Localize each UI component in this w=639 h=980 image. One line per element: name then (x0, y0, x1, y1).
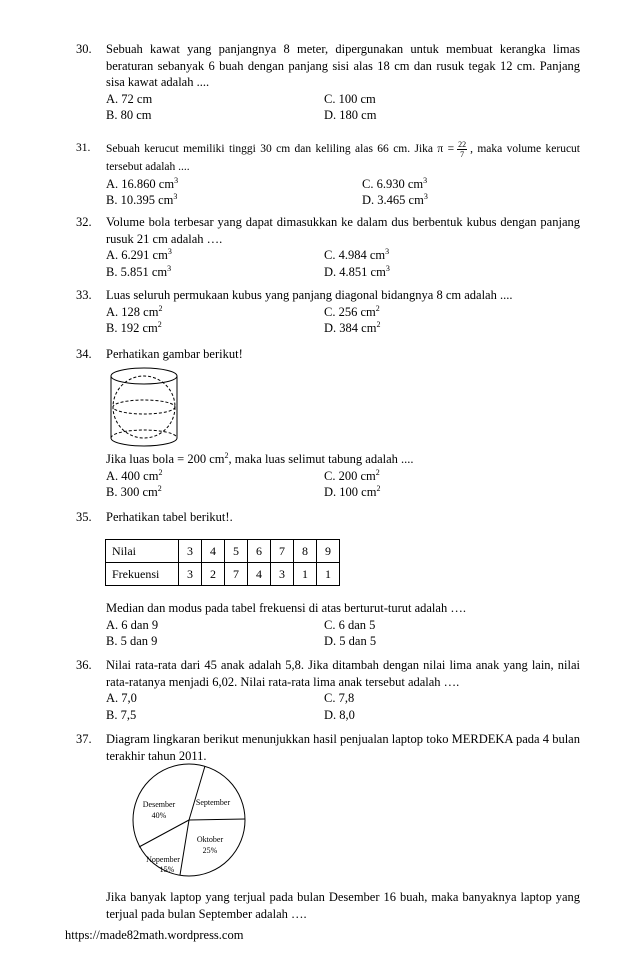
option-c[interactable]: C. 4.984 $cm^3$ (324, 247, 390, 262)
option-b[interactable]: B. 5 dan 9 (106, 634, 158, 648)
table-cell: 2 (202, 563, 225, 586)
table-cell: 6 (248, 540, 271, 563)
question-number: 32. (76, 215, 92, 229)
answer-options (76, 176, 580, 209)
question-35 (76, 509, 580, 526)
option-b[interactable]: B. 80 cm (106, 108, 152, 122)
table-cell: 1 (294, 563, 317, 586)
answer-options (76, 617, 580, 650)
question-number: 30. (76, 42, 92, 56)
question-text: Diagram lingkaran berikut menunjukkan hasil penjualan laptop toko MERDEKA pada 4 bulan terakhir tahun 2011. (106, 732, 580, 763)
question-text: Luas seluruh permukaan kubus yang panjang diagonal bidangnya 8 cm adalah .... (106, 288, 513, 302)
option-d[interactable]: D. 5 dan 5 (324, 634, 377, 648)
table-cell: 7 (271, 540, 294, 563)
answer-options (76, 304, 580, 337)
option-b[interactable]: B. 10.395 $cm^3$ (106, 192, 178, 207)
table-cell: 7 (225, 563, 248, 586)
pie-label-desember-pct: 40% (151, 811, 167, 820)
question-number: 34. (76, 347, 92, 361)
table-cell: 9 (317, 540, 340, 563)
question-31 (76, 140, 580, 209)
table-cell: 1 (317, 563, 340, 586)
question-34-stem (76, 451, 580, 501)
option-a[interactable]: A. 6.291 $cm^3$ (106, 247, 172, 262)
question-intro: Perhatikan gambar berikut! (106, 347, 243, 361)
answer-options (76, 690, 580, 723)
option-c[interactable]: C. 256 $cm^2$ (324, 303, 380, 319)
answer-options (76, 468, 580, 501)
table-cell: 8 (294, 540, 317, 563)
option-b[interactable]: B. 300 $cm^2$ (106, 484, 162, 499)
question-34 (76, 346, 580, 363)
option-a[interactable]: A. 72 cm (106, 91, 153, 106)
table-row-frekuensi (106, 563, 340, 586)
pie-label-september: September (195, 798, 231, 807)
question-text: Volume bola terbesar yang dapat dimasukkan ke dalam dus berbentuk kubus dengan panjang rusuk 21 cm adalah …. (106, 215, 580, 246)
option-c[interactable]: C. 200 $cm^2$ (324, 467, 380, 483)
question-number: 35. (76, 510, 92, 524)
option-c[interactable]: C. 7,8 (324, 691, 355, 705)
answer-options (76, 91, 580, 124)
footer-url[interactable]: https://made82math.wordpress.com (65, 928, 244, 942)
question-text: Median dan modus pada tabel frekuensi di atas berturut-turut adalah …. (106, 601, 466, 615)
pie-label-oktober: Oktober (196, 835, 224, 844)
question-text: Nilai rata-rata dari 45 anak adalah 5,8. Jika ditambah dengan nilai lima anak yang lain, nilai rata-ratanya menjadi 6,02. Nilai rata-rata lima anak tersebut adalah …. (106, 658, 580, 689)
question-intro: Perhatikan tabel berikut!. (106, 510, 233, 524)
question-30 (76, 41, 580, 124)
option-d[interactable]: D. 4.851 $cm^3$ (324, 263, 390, 279)
table-cell: 4 (248, 563, 271, 586)
question-32 (76, 214, 580, 280)
pie-label-oktober-pct: 25% (202, 846, 218, 855)
sphere-in-cylinder-figure (104, 364, 186, 452)
frequency-table (105, 539, 340, 586)
option-c[interactable]: C. 6.930 $cm^3$ (362, 175, 428, 191)
question-text: Jika luas bola = 200 $cm^2$, maka luas selimut tabung adalah .... (106, 451, 414, 466)
pie-label-nopember-pct: 15% (159, 865, 175, 874)
option-b[interactable]: B. 192 $cm^2$ (106, 320, 162, 335)
pie-label-desember: Desember (142, 800, 176, 809)
option-d[interactable]: D. 3.465 $cm^3$ (362, 192, 428, 207)
option-a[interactable]: A. 7,0 (106, 691, 137, 705)
option-a[interactable]: A. 6 dan 9 (106, 617, 159, 632)
table-row-nilai (106, 540, 340, 563)
option-d[interactable]: D. 100 $cm^2$ (324, 484, 381, 499)
pie-label-nopember: Nopember (146, 855, 180, 864)
question-text: Sebuah kerucut memiliki tinggi 30 cm dan keliling alas 66 cm. Jika π = $\frac{22}{7}$ , maka volume kerucut tersebut adalah .... (106, 140, 580, 173)
pie-chart (130, 761, 248, 879)
option-a[interactable]: A. 128 $cm^2$ (106, 303, 163, 319)
option-d[interactable]: D. 180 cm (324, 108, 377, 122)
question-text: Sebuah kawat yang panjangnya 8 meter, dipergunakan untuk membuat kerangka limas beraturan sebanyak 6 buah dengan panjang sisi alas 18 cm dan rusuk tegak 12 cm. Panjang sisa kawat adalah .... (106, 42, 580, 89)
question-number: 37. (76, 732, 92, 746)
option-a[interactable]: A. 16.860 $cm^3$ (106, 175, 179, 191)
question-35-stem (76, 600, 580, 650)
option-c[interactable]: C. 6 dan 5 (324, 617, 376, 632)
option-a[interactable]: A. 400 $cm^2$ (106, 467, 163, 483)
pi-fraction: $\frac{22}{7}$ (458, 140, 467, 159)
question-33 (76, 287, 580, 337)
table-cell: 3 (179, 563, 202, 586)
option-c[interactable]: C. 100 cm (324, 91, 376, 106)
option-b[interactable]: B. 7,5 (106, 707, 137, 722)
table-cell: 3 (179, 540, 202, 563)
row-label: Nilai (106, 540, 179, 563)
row-label: Frekuensi (106, 563, 179, 586)
option-d[interactable]: D. 8,0 (324, 707, 355, 722)
option-d[interactable]: D. 384 $cm^2$ (324, 320, 381, 335)
question-number: 31. (76, 142, 91, 154)
question-number: 36. (76, 658, 92, 672)
table-cell: 3 (271, 563, 294, 586)
question-text: Jika banyak laptop yang terjual pada bulan Desember 16 buah, maka banyaknya laptop yang terjual pada bulan September adalah …. (106, 890, 580, 921)
table-cell: 5 (225, 540, 248, 563)
question-37-stem (76, 889, 580, 922)
table-cell: 4 (202, 540, 225, 563)
question-37 (76, 731, 580, 764)
answer-options (76, 247, 580, 280)
question-number: 33. (76, 288, 92, 302)
option-b[interactable]: B. 5.851 $cm^3$ (106, 263, 172, 279)
question-36 (76, 657, 580, 723)
